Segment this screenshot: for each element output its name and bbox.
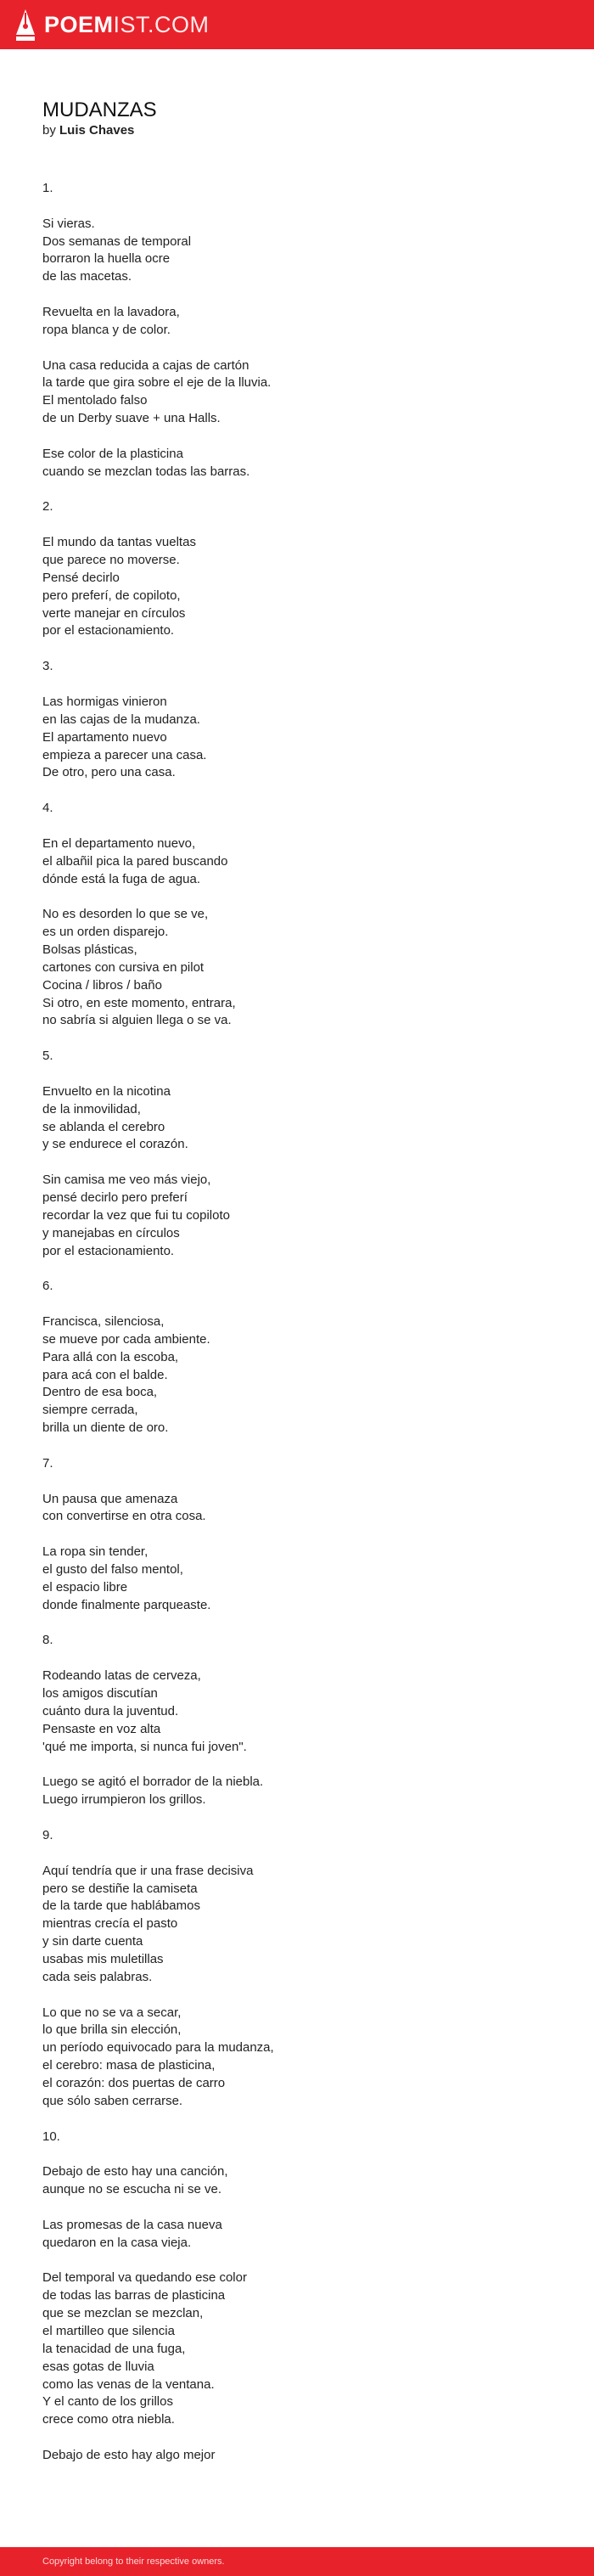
poem-stanza xyxy=(42,1083,552,1154)
poem-stanza xyxy=(42,2269,552,2429)
poem-line: empieza a parecer una casa. xyxy=(42,747,207,762)
poem-line: Revuelta en la lavadora, xyxy=(42,305,180,320)
poem-stanza xyxy=(42,2005,552,2111)
copyright-text: Copyright belong to their respective owners. xyxy=(42,2556,225,2567)
poem-stanza xyxy=(42,1172,552,1260)
poem-line: se ablanda el cerebro xyxy=(42,1119,165,1134)
logo-text xyxy=(44,11,210,37)
poem-line: quedaron en la casa vieja. xyxy=(42,2235,192,2250)
poem-line: Francisca, silenciosa, xyxy=(42,1314,165,1329)
poem-line: y sin darte cuenta xyxy=(42,1934,143,1949)
pen-nib-icon xyxy=(14,6,37,43)
poem-line: Pensaste en voz alta xyxy=(42,1721,161,1736)
poem-line: Cocina / libros / baño xyxy=(42,977,162,993)
poem-line: mientras crecía el pasto xyxy=(42,1916,178,1932)
poem-stanza xyxy=(42,1278,552,1296)
poem-stanza xyxy=(42,1313,552,1437)
poem-stanza xyxy=(42,357,552,428)
poem-line: El mentolado falso xyxy=(42,393,148,408)
poem-line: donde finalmente parqueaste. xyxy=(42,1597,211,1612)
poem-line: no sabría si alguien llega o se va. xyxy=(42,1013,232,1028)
poem-line: pero preferí, de copiloto, xyxy=(42,588,181,603)
poem-line: cada seis palabras. xyxy=(42,1969,153,1984)
poem-line: 2. xyxy=(42,499,53,515)
poem-line: Pensé decirlo xyxy=(42,570,120,585)
poem-line: El apartamento nuevo xyxy=(42,729,167,745)
poem-stanza xyxy=(42,1774,552,1809)
poem-line: el martilleo que silencia xyxy=(42,2323,175,2338)
poem-line: Lo que no se va a secar, xyxy=(42,2005,182,2020)
poem-line: en las cajas de la mudanza. xyxy=(42,711,200,727)
poem-line: Las promesas de la casa nueva xyxy=(42,2217,222,2232)
poem-line: de todas las barras de plasticina xyxy=(42,2288,226,2303)
poem-line: Para allá con la escoba, xyxy=(42,1349,179,1364)
poem-line: cuando se mezclan todas las barras. xyxy=(42,464,250,479)
poem-line: como las venas de la ventana. xyxy=(42,2376,215,2392)
poem-line: Un pausa que amenaza xyxy=(42,1491,178,1506)
poem-line: recordar la vez que fui tu copiloto xyxy=(42,1207,230,1223)
poem-line: De otro, pero una casa. xyxy=(42,765,176,780)
poem-line: 7. xyxy=(42,1455,53,1471)
poem-line: que sólo saben cerrarse. xyxy=(42,2093,183,2108)
site-header xyxy=(0,0,594,49)
poem-stanza xyxy=(42,1491,552,1527)
author-link[interactable]: Luis Chaves xyxy=(59,123,135,138)
poem-line: y se endurece el corazón. xyxy=(42,1137,188,1152)
poem-stanza xyxy=(42,498,552,516)
poem-stanza xyxy=(42,906,552,1030)
poem-line: Envuelto en la nicotina xyxy=(42,1083,171,1099)
poem-line: esas gotas de lluvia xyxy=(42,2359,154,2374)
poem-line: 9. xyxy=(42,1827,53,1842)
poem-line: Una casa reducida a cajas de cartón xyxy=(42,357,249,373)
poem-line: Luego irrumpieron los grillos. xyxy=(42,1792,206,1808)
poem-line: Sin camisa me veo más viejo, xyxy=(42,1173,211,1188)
poem-line: que parece no moverse. xyxy=(42,553,180,568)
poem-line: el espacio libre xyxy=(42,1579,128,1595)
poem-line: borraron la huella ocre xyxy=(42,251,171,267)
poem-line: ropa blanca y de color. xyxy=(42,322,171,337)
logo-text-bold: POEM xyxy=(44,11,114,37)
poem-line: la tenacidad de una fuga, xyxy=(42,2341,186,2356)
poem-line: de un Derby suave + una Halls. xyxy=(42,411,221,426)
poem-stanza xyxy=(42,835,552,889)
poem-line: pensé decirlo pero preferí xyxy=(42,1190,188,1205)
poem-line: por el estacionamiento. xyxy=(42,1243,175,1258)
poem-line: el cerebro: masa de plasticina, xyxy=(42,2058,216,2073)
poem-line: lo que brilla sin elección, xyxy=(42,2022,182,2038)
poem-stanza xyxy=(42,658,552,676)
poem-line: Si vieras. xyxy=(42,216,95,231)
poem-line: La ropa sin tender, xyxy=(42,1544,148,1560)
poem-line: Las hormigas vinieron xyxy=(42,694,167,709)
poem-stanza xyxy=(42,446,552,481)
poem-body xyxy=(42,180,552,2465)
poem-line: El mundo da tantas vueltas xyxy=(42,535,196,550)
poem-line: En el departamento nuevo, xyxy=(42,835,196,851)
poem-line: Ese color de la plasticina xyxy=(42,446,183,461)
poem-line: 3. xyxy=(42,659,53,674)
poem-line: los amigos discutían xyxy=(42,1686,158,1701)
poem-line: por el estacionamiento. xyxy=(42,623,175,638)
site-logo-link[interactable] xyxy=(14,6,210,43)
poem-line: Dentro de esa boca, xyxy=(42,1385,158,1400)
poem-byline xyxy=(42,122,552,139)
poem-stanza xyxy=(42,2129,552,2146)
poem-line: aunque no se escucha ni se ve. xyxy=(42,2182,221,2197)
poem-stanza xyxy=(42,2447,552,2465)
poem-stanza xyxy=(42,694,552,782)
poem-line: de las macetas. xyxy=(42,269,132,284)
poem-line: No es desorden lo que se ve, xyxy=(42,907,209,922)
poem-line: para acá con el balde. xyxy=(42,1367,168,1382)
poem-line: Debajo de esto hay una canción, xyxy=(42,2164,228,2179)
poem-line: el albañil pica la pared buscando xyxy=(42,853,228,869)
poem-line: brilla un diente de oro. xyxy=(42,1420,169,1436)
poem-line: es un orden disparejo. xyxy=(42,925,169,940)
poem-line: de la tarde que hablábamos xyxy=(42,1898,200,1914)
poem-stanza xyxy=(42,180,552,198)
poem-line: 6. xyxy=(42,1279,53,1294)
logo-text-light: IST.COM xyxy=(113,11,210,37)
poem-line: Y el canto de los grillos xyxy=(42,2394,173,2410)
poem-line: que se mezclan se mezclan, xyxy=(42,2306,204,2321)
poem-line: siempre cerrada, xyxy=(42,1403,138,1418)
byline-by-label: by xyxy=(42,123,56,138)
poem-line: 1. xyxy=(42,181,53,195)
poem-line: la tarde que gira sobre el eje de la lluvia. xyxy=(42,375,272,391)
poem-line: Del temporal va quedando ese color xyxy=(42,2270,247,2286)
poem-line: usabas mis muletillas xyxy=(42,1951,164,1966)
poem-stanza xyxy=(42,2217,552,2253)
poem-line: cartones con cursiva en pilot xyxy=(42,959,205,975)
poem-line: Luego se agitó el borrador de la niebla. xyxy=(42,1775,264,1790)
poem-line: verte manejar en círculos xyxy=(42,605,186,621)
poem-stanza xyxy=(42,534,552,640)
poem-line: Si otro, en este momento, entrara, xyxy=(42,995,236,1010)
poem-line: Dos semanas de temporal xyxy=(42,233,192,249)
poem-line: 'qué me importa, si nunca fui joven". xyxy=(42,1739,247,1754)
poem-line: dónde está la fuga de agua. xyxy=(42,871,200,886)
poem-line: cuánto dura la juventud. xyxy=(42,1703,179,1718)
poem-line: crece como otra niebla. xyxy=(42,2412,175,2427)
poem-stanza xyxy=(42,1827,552,1845)
poem-stanza xyxy=(42,2163,552,2199)
poem-line: se mueve por cada ambiente. xyxy=(42,1331,210,1347)
poem-line: un período equivocado para la mudanza, xyxy=(42,2040,274,2056)
poem-stanza xyxy=(42,1544,552,1614)
poem-line: 8. xyxy=(42,1633,53,1648)
poem-line: 4. xyxy=(42,801,53,816)
poem-content xyxy=(42,98,552,2483)
poem-line: Bolsas plásticas, xyxy=(42,942,137,957)
poem-line: el gusto del falso mentol, xyxy=(42,1562,183,1578)
poem-line: de la inmovilidad, xyxy=(42,1101,141,1116)
poem-line: Aquí tendría que ir una frase decisiva xyxy=(42,1863,254,1878)
poem-stanza xyxy=(42,304,552,340)
poem-stanza xyxy=(42,1632,552,1650)
poem-stanza xyxy=(42,1863,552,1987)
poem-line: Rodeando latas de cerveza, xyxy=(42,1668,201,1684)
poem-line: con convertirse en otra cosa. xyxy=(42,1509,206,1524)
poem-line: 10. xyxy=(42,2129,60,2144)
poem-stanza xyxy=(42,1455,552,1473)
poem-line: el corazón: dos puertas de carro xyxy=(42,2075,226,2090)
poem-line: 5. xyxy=(42,1049,53,1064)
poem-title: MUDANZAS xyxy=(42,98,157,121)
poem-line: Debajo de esto hay algo mejor xyxy=(42,2448,216,2462)
poem-stanza xyxy=(42,1048,552,1066)
poem-stanza xyxy=(42,800,552,818)
poem-line: y manejabas en círculos xyxy=(42,1225,180,1240)
poem-line: pero se destiñe la camiseta xyxy=(42,1881,198,1896)
site-footer xyxy=(0,2547,594,2576)
poem-stanza xyxy=(42,216,552,286)
poem-stanza xyxy=(42,1668,552,1756)
